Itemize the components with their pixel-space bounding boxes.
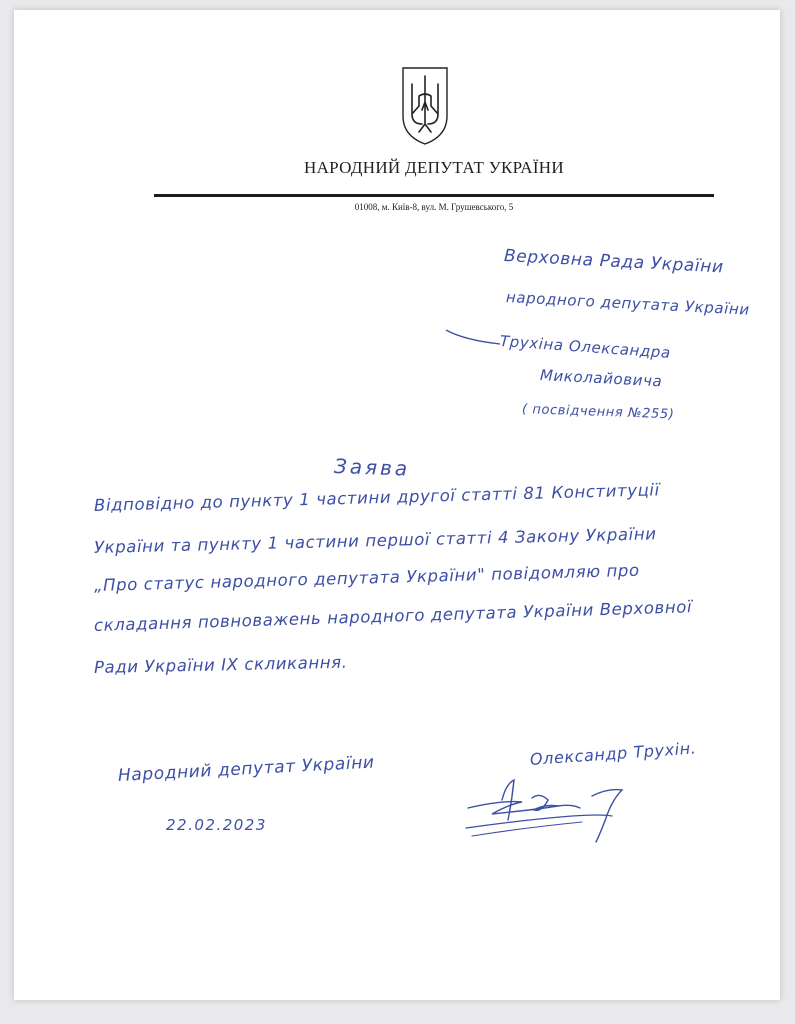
pen-flourish [444,326,504,348]
addressee-line: ( посвідчення №255) [521,402,675,423]
body-line: складання повноважень народного депутата України Верховної [93,597,693,635]
body-line: Ради України IX скликання. [93,652,348,677]
letterhead-address: 01008, м. Київ-8, вул. М. Грушевського, 5 [354,202,514,212]
document-page [14,10,780,1000]
document-title: Заява [333,454,411,481]
handwritten-signature [462,770,632,850]
addressee-line: народного депутата України [505,288,751,319]
body-line: „Про статус народного депутата України" повідомляю про [93,560,640,595]
tryzub-coat-of-arms-icon [400,66,450,146]
body-line: України та пункту 1 частини першої статті 4 Закону України [93,524,657,557]
signatory-name: Олександр Трухін. [529,738,698,769]
addressee-line: Миколайовича [539,366,663,391]
signatory-role: Народний депутат України [117,752,376,786]
addressee-line: Верховна Рада України [503,246,725,278]
addressee-line: Трухіна Олександра [499,332,672,362]
body-line: Відповідно до пункту 1 частини другої статті 81 Конституції [93,480,661,515]
signature-date: 22.02.2023 [166,816,267,834]
letterhead-title: НАРОДНИЙ ДЕПУТАТ УКРАЇНИ [304,158,564,177]
letterhead-divider [154,194,714,197]
